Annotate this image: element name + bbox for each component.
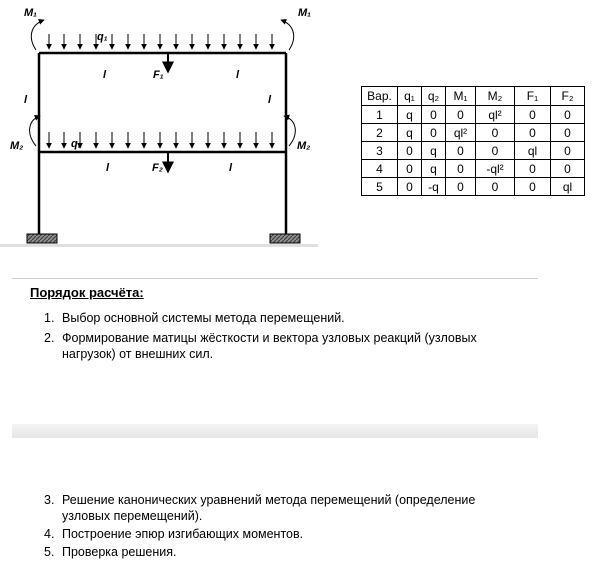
procedure-steps-part2 bbox=[44, 492, 524, 560]
label-span-top-right: l bbox=[236, 69, 240, 81]
table-header-cell: M₁ bbox=[446, 87, 476, 106]
table-cell: 0 bbox=[446, 178, 476, 196]
table-cell: q bbox=[422, 160, 446, 178]
table-row bbox=[362, 142, 585, 160]
table-cell: 0 bbox=[446, 160, 476, 178]
table-cell: 1 bbox=[362, 106, 398, 124]
table-cell: 3 bbox=[362, 142, 398, 160]
step-text: Проверка решения. bbox=[62, 545, 177, 559]
table-row bbox=[362, 160, 585, 178]
table-cell: 0 bbox=[398, 178, 422, 196]
table-header-cell: Вар. bbox=[362, 87, 398, 106]
label-q2: q₂ bbox=[71, 138, 82, 150]
label-q1: q₁ bbox=[97, 31, 108, 43]
table-header-cell: q₁ bbox=[398, 87, 422, 106]
list-item bbox=[44, 544, 524, 560]
label-span-mid-right: l bbox=[229, 162, 233, 174]
step-number: 3. bbox=[44, 493, 55, 507]
table-cell: 0 bbox=[398, 142, 422, 160]
page-break-band bbox=[12, 424, 538, 438]
right-support bbox=[270, 234, 300, 243]
list-item bbox=[44, 526, 524, 542]
table-cell: q bbox=[398, 106, 422, 124]
table-cell: ql² bbox=[476, 106, 515, 124]
table-cell: q bbox=[422, 142, 446, 160]
ground-line bbox=[0, 244, 318, 247]
procedure-title: Порядок расчёта: bbox=[30, 285, 144, 300]
step-text: Формирование матицы жёсткости и вектора узловых реакций (узловых нагрузок) от внешних сил. bbox=[62, 331, 477, 361]
table-cell: 0 bbox=[446, 106, 476, 124]
table-cell: 0 bbox=[398, 160, 422, 178]
table-cell: -ql² bbox=[476, 160, 515, 178]
step-number: 1. bbox=[44, 311, 55, 325]
table-row bbox=[362, 124, 585, 142]
table-cell: ql² bbox=[446, 124, 476, 142]
table-cell: 0 bbox=[515, 178, 551, 196]
m1-left-moment-arrow bbox=[31, 20, 44, 50]
label-span-top-left: l bbox=[103, 69, 107, 81]
table-cell: 0 bbox=[551, 124, 585, 142]
table-cell: 0 bbox=[515, 106, 551, 124]
step-text: Построение эпюр изгибающих моментов. bbox=[62, 527, 304, 541]
table-header-cell: q₂ bbox=[422, 87, 446, 106]
left-support bbox=[27, 234, 57, 243]
table-header-row bbox=[362, 87, 585, 106]
label-m1-right: M₁ bbox=[298, 7, 312, 19]
table-cell: 0 bbox=[422, 124, 446, 142]
table-row bbox=[362, 106, 585, 124]
table-cell: 0 bbox=[446, 142, 476, 160]
table-cell: 2 bbox=[362, 124, 398, 142]
table-cell: 4 bbox=[362, 160, 398, 178]
table-cell: 0 bbox=[551, 160, 585, 178]
q1-load-arrows bbox=[49, 34, 272, 49]
table-cell: ql bbox=[551, 178, 585, 196]
table-cell: 0 bbox=[551, 142, 585, 160]
table-cell: 0 bbox=[476, 178, 515, 196]
table-header-cell: F₂ bbox=[551, 87, 585, 106]
step-text: Решение канонических уравнений метода перемещений (определение узловых перемещений). bbox=[62, 493, 476, 523]
step-number: 4. bbox=[44, 527, 55, 541]
procedure-steps-part1 bbox=[44, 310, 524, 362]
table-header-cell: M₂ bbox=[476, 87, 515, 106]
m1-right-moment-arrow bbox=[281, 20, 294, 50]
section-divider bbox=[12, 278, 538, 279]
label-m1-left: M₁ bbox=[24, 7, 38, 19]
step-number: 5. bbox=[44, 545, 55, 559]
table-cell: 0 bbox=[515, 160, 551, 178]
table-row bbox=[362, 178, 585, 196]
step-number: 2. bbox=[44, 331, 55, 345]
label-f2: F₂ bbox=[152, 162, 163, 174]
table-cell: 5 bbox=[362, 178, 398, 196]
list-item bbox=[44, 310, 524, 326]
step-text: Выбор основной системы метода перемещений. bbox=[62, 311, 345, 325]
table-cell: q bbox=[398, 124, 422, 142]
table-cell: -q bbox=[422, 178, 446, 196]
table-cell: 0 bbox=[422, 106, 446, 124]
label-m2-left: M₂ bbox=[10, 140, 24, 152]
label-height-left: l bbox=[24, 94, 28, 106]
table-cell: 0 bbox=[476, 142, 515, 160]
table-cell: 0 bbox=[476, 124, 515, 142]
frame-diagram bbox=[0, 0, 330, 252]
label-span-mid-left: l bbox=[106, 162, 110, 174]
table-cell: 0 bbox=[515, 124, 551, 142]
table-cell: ql bbox=[515, 142, 551, 160]
label-f1: F₁ bbox=[153, 69, 164, 81]
q2-load-arrows bbox=[49, 132, 272, 148]
label-height-right: l bbox=[268, 94, 272, 106]
label-m2-right: M₂ bbox=[297, 140, 311, 152]
list-item bbox=[44, 330, 524, 362]
variant-table bbox=[361, 86, 585, 196]
list-item bbox=[44, 492, 524, 524]
table-cell: 0 bbox=[551, 106, 585, 124]
table-header-cell: F₁ bbox=[515, 87, 551, 106]
